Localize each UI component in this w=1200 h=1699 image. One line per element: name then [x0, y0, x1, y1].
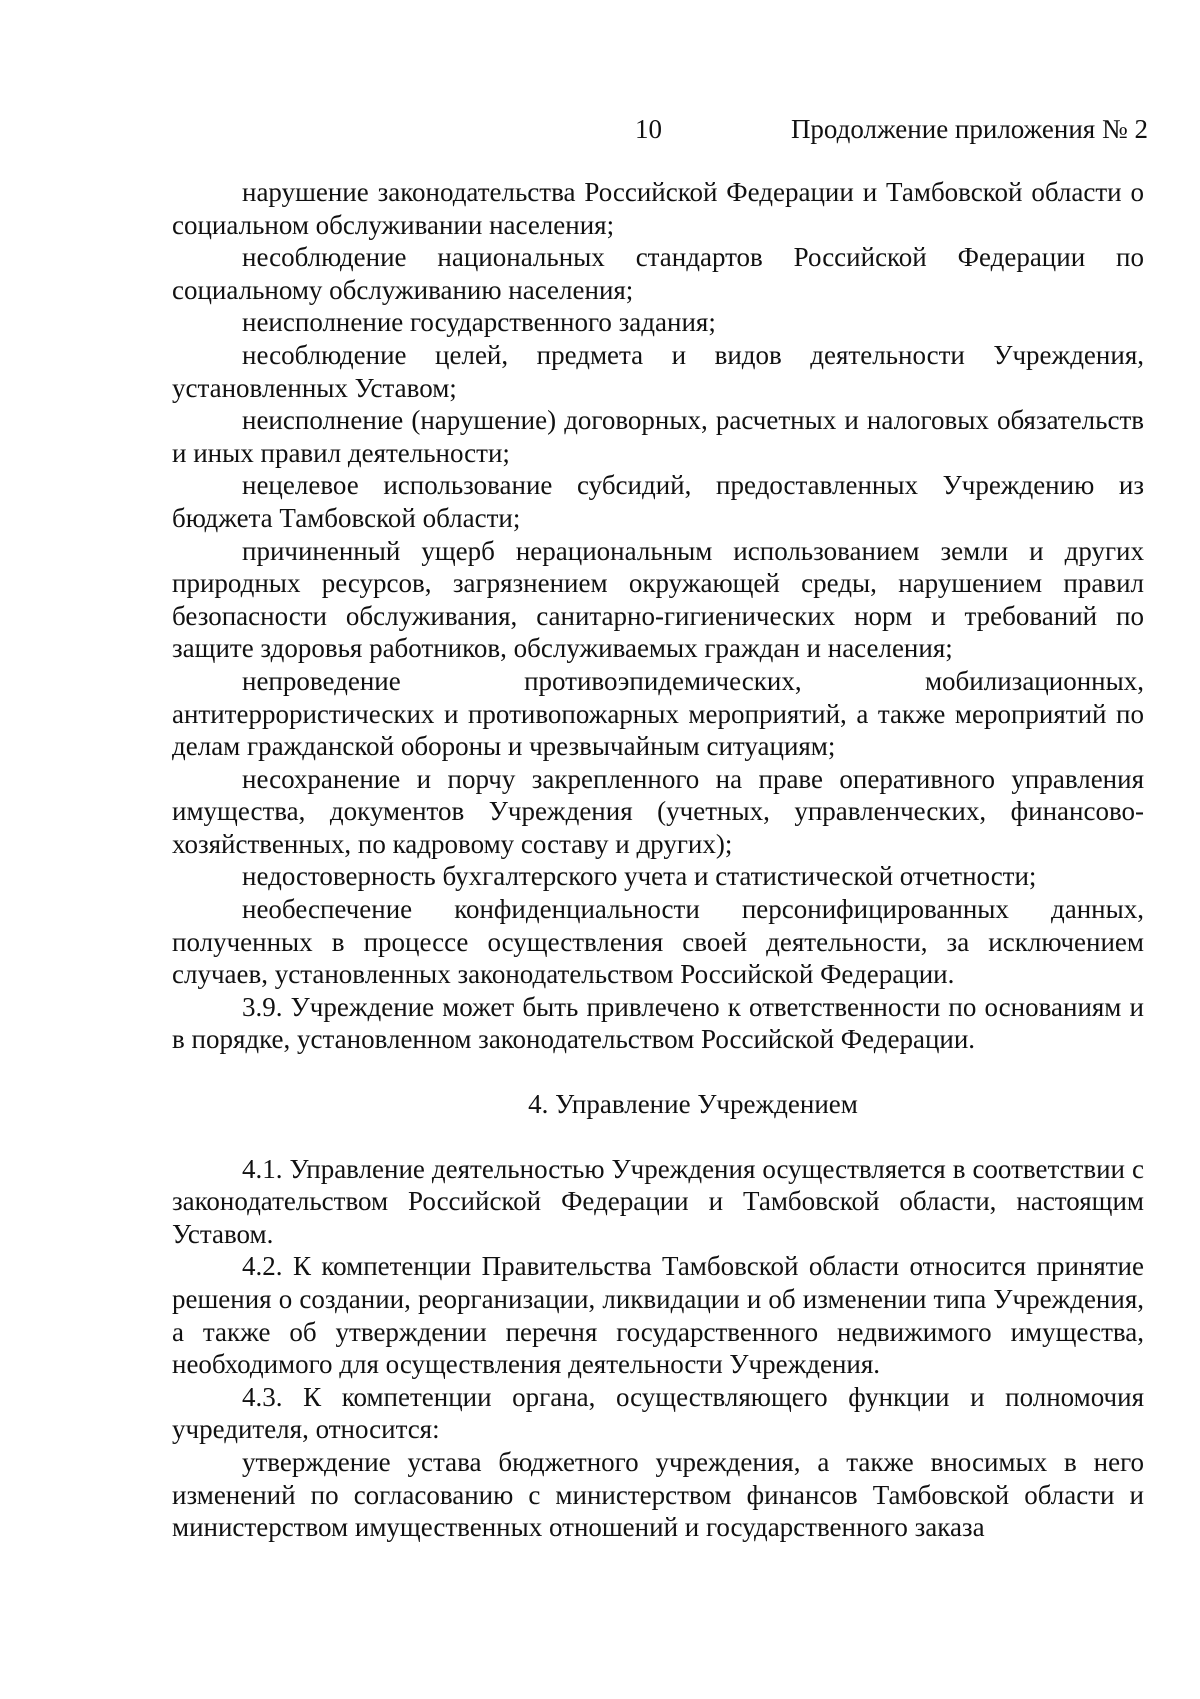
paragraph: несохранение и порчу закрепленного на праве оперативного управления имущества, документов Учреждения (учетных, управленческих, финансово-хозяйственных, по кадровому составу и других);: [172, 763, 1144, 859]
paragraph: нецелевое использование субсидий, предоставленных Учреждению из бюджета Тамбовской области;: [172, 470, 1144, 533]
document-body: [172, 176, 1144, 1544]
paragraph: нарушение законодательства Российской Федерации и Тамбовской области о социальном обслуживании населения;: [172, 177, 1144, 240]
appendix-continuation-label: Продолжение приложения № 2: [790, 114, 1148, 144]
page-header: [0, 114, 1200, 154]
paragraph: 4.1. Управление деятельностью Учреждения осуществляется в соответствии с законодательством Российской Федерации и Тамбовской области, настоящим Уставом.: [172, 1153, 1144, 1249]
paragraph: необеспечение конфиденциальности персонифицированных данных, полученных в процессе осуществления своей деятельности, за исключением случаев, установленных законодательством Российской Федерации.: [172, 894, 1144, 990]
paragraph: утверждение устава бюджетного учреждения, а также вносимых в него изменений по согласованию с министерством финансов Тамбовской области и министерством имущественных отношений и государственного заказа: [172, 1446, 1144, 1543]
paragraph: несоблюдение национальных стандартов Российской Федерации по социальному обслуживанию населения;: [172, 242, 1144, 305]
paragraph: неисполнение государственного задания;: [242, 307, 716, 338]
paragraph: неисполнение (нарушение) договорных, расчетных и налоговых обязательств и иных правил деятельности;: [172, 405, 1144, 468]
paragraph: непроведение противоэпидемических, мобилизационных, антитеррористических и противопожарных мероприятий, а также мероприятий по делам гражданской обороны и чрезвычайным ситуациям;: [172, 665, 1144, 762]
paragraph: несоблюдение целей, предмета и видов деятельности Учреждения, установленных Уставом;: [172, 339, 1144, 403]
page-number: 10: [635, 114, 662, 144]
paragraph: причиненный ущерб нерациональным использованием земли и других природных ресурсов, загрязнением окружающей среды, нарушением правил безопасности обслуживания, санитарно-гигиенических норм и требований по защите здоровья работников, обслуживаемых граждан и населения;: [172, 535, 1144, 664]
paragraph: 4.2. К компетенции Правительства Тамбовской области относится принятие решения о создании, реорганизации, ликвидации и об изменении типа Учреждения, а также об утверждении перечня государственного недвижимого имущества, необходимого для осуществления деятельности Учреждения.: [172, 1251, 1144, 1380]
paragraph: недостоверность бухгалтерского учета и статистической отчетности;: [242, 861, 1037, 892]
paragraph: 4.3. К компетенции органа, осуществляющего функции и полномочия учредителя, относится:: [172, 1381, 1144, 1445]
paragraph: 3.9. Учреждение может быть привлечено к ответственности по основаниям и в порядке, установленном законодательством Российской Федерации.: [172, 991, 1144, 1055]
section-heading: 4. Управление Учреждением: [528, 1089, 858, 1120]
